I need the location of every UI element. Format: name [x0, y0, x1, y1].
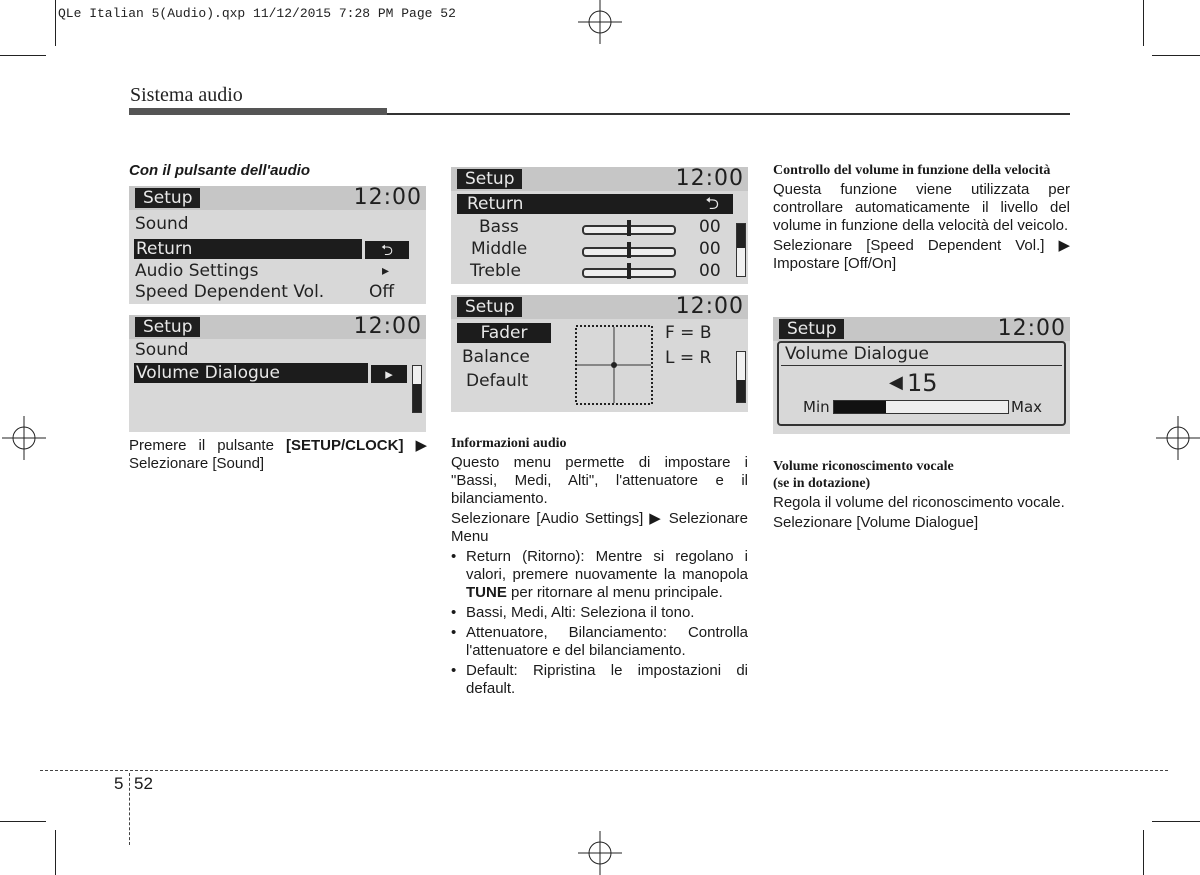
clock: 12:00 — [675, 167, 744, 191]
list-item: • Return (Ritorno): Mentre si regolano i valori, premere nuovamente la manopola TUNE per ritornare al menu principale. — [451, 548, 748, 602]
balance-value: L = R — [665, 348, 712, 368]
chevron-right-icon: ▸ — [371, 365, 407, 383]
lcd-screen-volume-dialogue-menu — [129, 315, 426, 432]
paragraph: Questa funzione viene utilizzata per controllare automaticamente il livello del volume in funzione della velocità del veicolo. — [773, 181, 1070, 234]
setup-tab: Setup — [457, 169, 522, 189]
setup-clock-key: [SETUP/CLOCK] — [285, 437, 404, 454]
page-number: 52 — [134, 774, 153, 793]
crop-mark — [1143, 830, 1144, 875]
paragraph: Questo menu permette di impostare i "Bassi, Medi, Alti", l'attenuatore e il bilanciamento. — [451, 454, 748, 507]
menu-item-return[interactable]: Return — [134, 239, 362, 259]
volume-level-bar[interactable] — [833, 400, 1009, 414]
slider-knob[interactable] — [627, 220, 631, 236]
max-label: Max — [1011, 398, 1043, 416]
lcd-screen-tone-settings — [451, 167, 748, 284]
lcd-screen-fader-balance — [451, 295, 748, 412]
fader-value: F = B — [665, 323, 712, 343]
heading-optional: (se in dotazione) — [773, 476, 871, 491]
paragraph: Selezionare [Volume Dialogue] — [773, 514, 979, 531]
middle-value: 00 — [699, 239, 721, 259]
lcd-screen-volume-dialogue — [773, 317, 1070, 434]
slider-knob[interactable] — [627, 242, 631, 258]
heading-informazioni-audio: Informazioni audio — [451, 436, 567, 451]
footer-divider — [129, 773, 130, 845]
bass-value: 00 — [699, 217, 721, 237]
list-item: • Default: Ripristina le impostazioni di default. — [451, 662, 748, 698]
menu-header: Sound — [135, 340, 189, 360]
list-item: • Bassi, Medi, Alti: Seleziona il tono. — [451, 604, 748, 622]
tone-label-middle: Middle — [471, 239, 528, 259]
setup-tab: Setup — [779, 319, 844, 339]
divider — [781, 365, 1062, 366]
lcd-title-bar — [451, 167, 748, 191]
registration-mark-icon — [578, 0, 622, 44]
speed-dependent-vol-value: Off — [369, 282, 395, 302]
registration-mark-icon — [1156, 416, 1200, 460]
setup-tab: Setup — [457, 297, 522, 317]
menu-item-speed-dependent-vol[interactable]: Speed Dependent Vol. — [135, 282, 325, 302]
paragraph: Selezionare [Speed Dependent Vol.] ▶ Impostare [Off/On] — [773, 237, 1070, 272]
lcd-title-bar — [129, 186, 426, 210]
menu-item-fader[interactable]: Fader — [457, 323, 551, 343]
treble-slider[interactable] — [582, 268, 676, 278]
paragraph: Regola il volume del riconoscimento vocale. — [773, 494, 1065, 511]
chevron-right-icon: ▸ — [382, 263, 390, 279]
crop-mark — [0, 55, 46, 56]
scrollbar[interactable] — [736, 223, 746, 277]
scrollbar[interactable] — [736, 351, 746, 403]
figure-caption: Con il pulsante dell'audio — [129, 162, 311, 179]
lcd-title-bar — [773, 317, 1070, 341]
menu-item-default[interactable]: Default — [466, 371, 529, 391]
menu-header: Sound — [135, 214, 189, 234]
popup-title: Volume Dialogue — [785, 344, 930, 364]
right-text-top — [773, 162, 1070, 275]
instruction-text-end: ▶ Selezionare [Sound] — [129, 437, 428, 472]
heading-speed-volume: Controllo del volume in funzione della velocità — [773, 163, 1051, 178]
menu-item-volume-dialogue[interactable]: Volume Dialogue — [134, 363, 368, 383]
right-text-bottom — [773, 458, 1070, 534]
menu-item-balance[interactable]: Balance — [462, 347, 530, 367]
setup-tab: Setup — [135, 317, 200, 337]
section-title: Sistema audio — [130, 84, 243, 106]
menu-item-return[interactable] — [457, 194, 733, 214]
clock: 12:00 — [675, 295, 744, 319]
paragraph: Selezionare [Audio Settings] ▶ Selezionare Menu — [451, 510, 748, 545]
registration-mark-icon — [578, 831, 622, 875]
tone-label-bass: Bass — [479, 217, 519, 237]
left-instruction — [129, 437, 427, 475]
header-rule-accent — [129, 108, 387, 115]
lcd-title-bar — [451, 295, 748, 319]
min-label: Min — [803, 398, 830, 416]
speaker-icon: ◀ — [889, 372, 903, 393]
crop-mark — [1152, 821, 1200, 822]
menu-item-audio-settings[interactable]: Audio Settings — [135, 261, 259, 281]
clock: 12:00 — [997, 317, 1066, 341]
treble-value: 00 — [699, 261, 721, 281]
middle-text — [451, 435, 748, 700]
left-column — [129, 162, 427, 180]
setup-tab: Setup — [135, 188, 200, 208]
chapter-number: 5 — [114, 774, 124, 793]
tone-label-treble: Treble — [470, 261, 521, 281]
slider-knob[interactable] — [627, 263, 631, 279]
bullet-list — [451, 548, 748, 698]
crop-mark — [0, 821, 46, 822]
return-icon: ⮌ — [705, 194, 719, 214]
lcd-screen-sound-menu — [129, 186, 426, 304]
return-label: Return — [467, 194, 524, 214]
print-slug: QLe Italian 5(Audio).qxp 11/12/2015 7:28 PM Page 52 — [58, 6, 456, 21]
volume-level-fill — [834, 401, 886, 413]
crop-mark — [55, 830, 56, 875]
clock: 12:00 — [353, 315, 422, 339]
volume-dialogue-popup — [777, 341, 1066, 426]
bass-slider[interactable] — [582, 225, 676, 235]
clock: 12:00 — [353, 186, 422, 210]
fader-balance-grid[interactable] — [575, 325, 653, 405]
footer-rule — [40, 770, 1168, 771]
middle-slider[interactable] — [582, 247, 676, 257]
scrollbar[interactable] — [412, 365, 422, 413]
instruction-text: Premere il pulsante — [129, 437, 286, 454]
volume-value: 15 — [907, 369, 938, 397]
list-item: • Attenuatore, Bilanciamento: Controlla l'attenuatore e del bilanciamento. — [451, 624, 748, 660]
lcd-title-bar — [129, 315, 426, 339]
return-icon: ⮌ — [365, 241, 409, 259]
crop-mark — [55, 0, 56, 46]
crop-mark — [1143, 0, 1144, 46]
registration-mark-icon — [2, 416, 46, 460]
crop-mark — [1152, 55, 1200, 56]
heading-voice-volume: Volume riconoscimento vocale — [773, 459, 954, 474]
